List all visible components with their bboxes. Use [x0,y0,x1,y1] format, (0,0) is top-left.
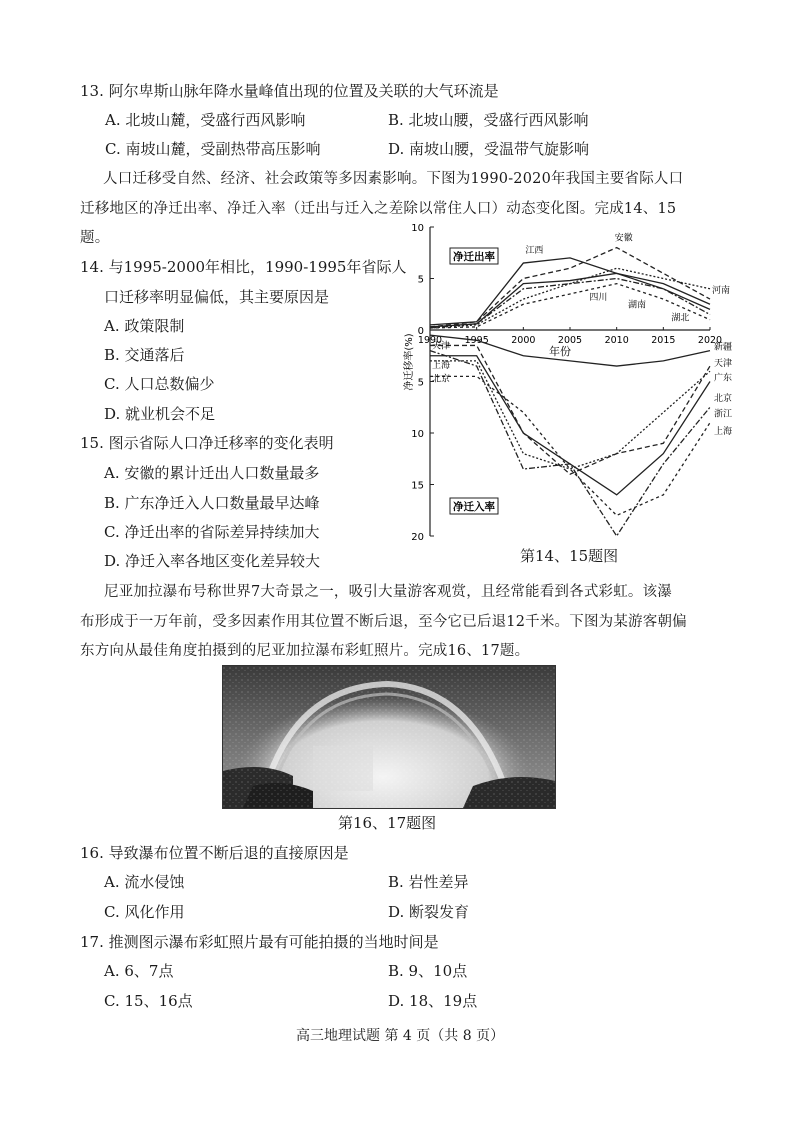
net-inflow-box-label [450,498,498,514]
inflow-left-label: 上海 [432,361,451,372]
q13-option-d: D. 南坡山腰，受温带气旋影响 [388,140,590,158]
outflow-series-label: 四川 [589,293,608,304]
q16-option-b: B. 岩性差异 [388,873,469,891]
y-tick-label-lower: 20 [411,532,424,543]
outflow-series-label: 江西 [525,245,544,256]
inflow-series-label: 新疆 [714,342,733,353]
x-tick-label: 2000 [511,335,536,346]
photo-caption: 第16、17题图 [338,814,437,832]
niagara-rainbow-photo [222,665,556,809]
q17-option-b: B. 9、10点 [388,962,468,980]
outflow-series-label: 湖南 [628,300,647,311]
inflow-series-label: 北京 [714,393,733,404]
q14-option-d: D. 就业机会不足 [104,405,216,423]
outflow-series-line-4 [430,273,710,327]
q14-option-b: B. 交通落后 [104,346,185,364]
q14-option-c: C. 人口总数偏少 [104,375,215,393]
intro2-line2: 布形成于一万年前，受多因素作用其位置不断后退，至今它已后退12千米。下图为某游客朝偏 [80,614,687,630]
intro2-line3: 东方向从最佳角度拍摄到的尼亚加拉瀑布彩虹照片。完成16、17题。 [80,643,530,659]
q17-option-d: D. 18、19点 [388,992,478,1010]
q14-stem-line1: 14. 与1995-2000年相比，1990-1995年省际人 [80,258,407,276]
net-outflow-box-label [450,248,498,264]
q17-option-a: A. 6、7点 [104,962,174,980]
q16-option-c: C. 风化作用 [104,903,185,921]
x-tick-label: 1995 [464,335,489,346]
y-tick-label-upper: 10 [411,223,424,234]
q13-option-b: B. 北坡山腰，受盛行西风影响 [388,111,589,129]
q14-option-a: A. 政策限制 [104,317,185,335]
y-tick-label-upper: 5 [417,274,424,286]
q16-option-a: A. 流水侵蚀 [104,873,185,891]
page-footer: 高三地理试题 第 4 页（共 8 页） [296,1028,505,1044]
chart-caption: 第14、15题图 [520,547,619,565]
intro1-line3: 题。 [80,230,110,246]
inflow-series-label: 上海 [714,426,733,437]
y-axis-label: 净迁移率(%) [404,333,415,391]
inflow-series-label: 广东 [714,373,733,384]
y-tick-label-lower: 15 [411,480,424,492]
x-tick-label: 2015 [651,335,676,346]
inflow-series-label: 浙江 [714,409,733,420]
y-tick-label-lower: 10 [411,429,424,440]
q14-stem-line2: 口迁移率明显偏低，其主要原因是 [104,288,330,306]
q13-option-a: A. 北坡山麓，受盛行西风影响 [105,111,306,129]
y-tick-label-upper: 0 [417,326,424,337]
q15-stem: 15. 图示省际人口净迁移率的变化表明 [80,434,334,452]
q13-option-c: C. 南坡山麓，受副热带高压影响 [105,140,321,158]
y-tick-label-lower: 5 [417,377,424,389]
q16-option-d: D. 断裂发育 [388,903,470,921]
x-axis-label: 年份 [549,345,571,358]
inflow-series-line-3 [430,361,710,469]
q13-stem: 13. 阿尔卑斯山脉年降水量峰值出现的位置及关联的大气环流是 [80,82,499,100]
inflow-series-label: 天津 [714,358,733,369]
outflow-series-line-3 [430,268,710,328]
q15-option-b: B. 广东净迁入人口数量最早达峰 [104,494,320,512]
x-tick-label: 2010 [604,335,629,346]
outflow-series-label: 湖北 [671,313,690,324]
inflow-left-label: 天津 [432,341,451,352]
inflow-left-label: 北京 [432,374,451,385]
q15-option-c: C. 净迁出率的省际差异持续加大 [104,523,320,541]
outflow-series-label: 河南 [712,285,731,296]
x-tick-label: 2020 [697,335,723,346]
intro1-line2: 迁移地区的净迁出率、净迁入率（迁出与迁入之差除以常住人口）动态变化图。完成14、15 [80,201,677,217]
q15-option-a: A. 安徽的累计迁出人口数量最多 [104,464,320,482]
q15-option-d: D. 净迁入率各地区变化差异较大 [104,552,321,570]
svg-text:净迁入率: 净迁入率 [453,501,495,513]
svg-text:净迁出率: 净迁出率 [453,251,495,263]
x-tick-label: 1990 [417,335,443,346]
q17-stem: 17. 推测图示瀑布彩虹照片最有可能拍摄的当地时间是 [80,933,439,951]
intro1-line1: 人口迁移受自然、经济、社会政策等多因素影响。下图为1990-2020年我国主要省际人口 [103,171,684,187]
migration-rate-chart [400,222,733,543]
q17-option-c: C. 15、16点 [104,992,193,1010]
outflow-series-label: 安徽 [614,233,633,244]
intro2-line1: 尼亚加拉瀑布号称世界7大奇景之一，吸引大量游客观赏，且经常能看到各式彩虹。该瀑 [104,584,673,600]
x-tick-label: 2005 [557,335,583,346]
q16-stem: 16. 导致瀑布位置不断后退的直接原因是 [80,844,349,862]
